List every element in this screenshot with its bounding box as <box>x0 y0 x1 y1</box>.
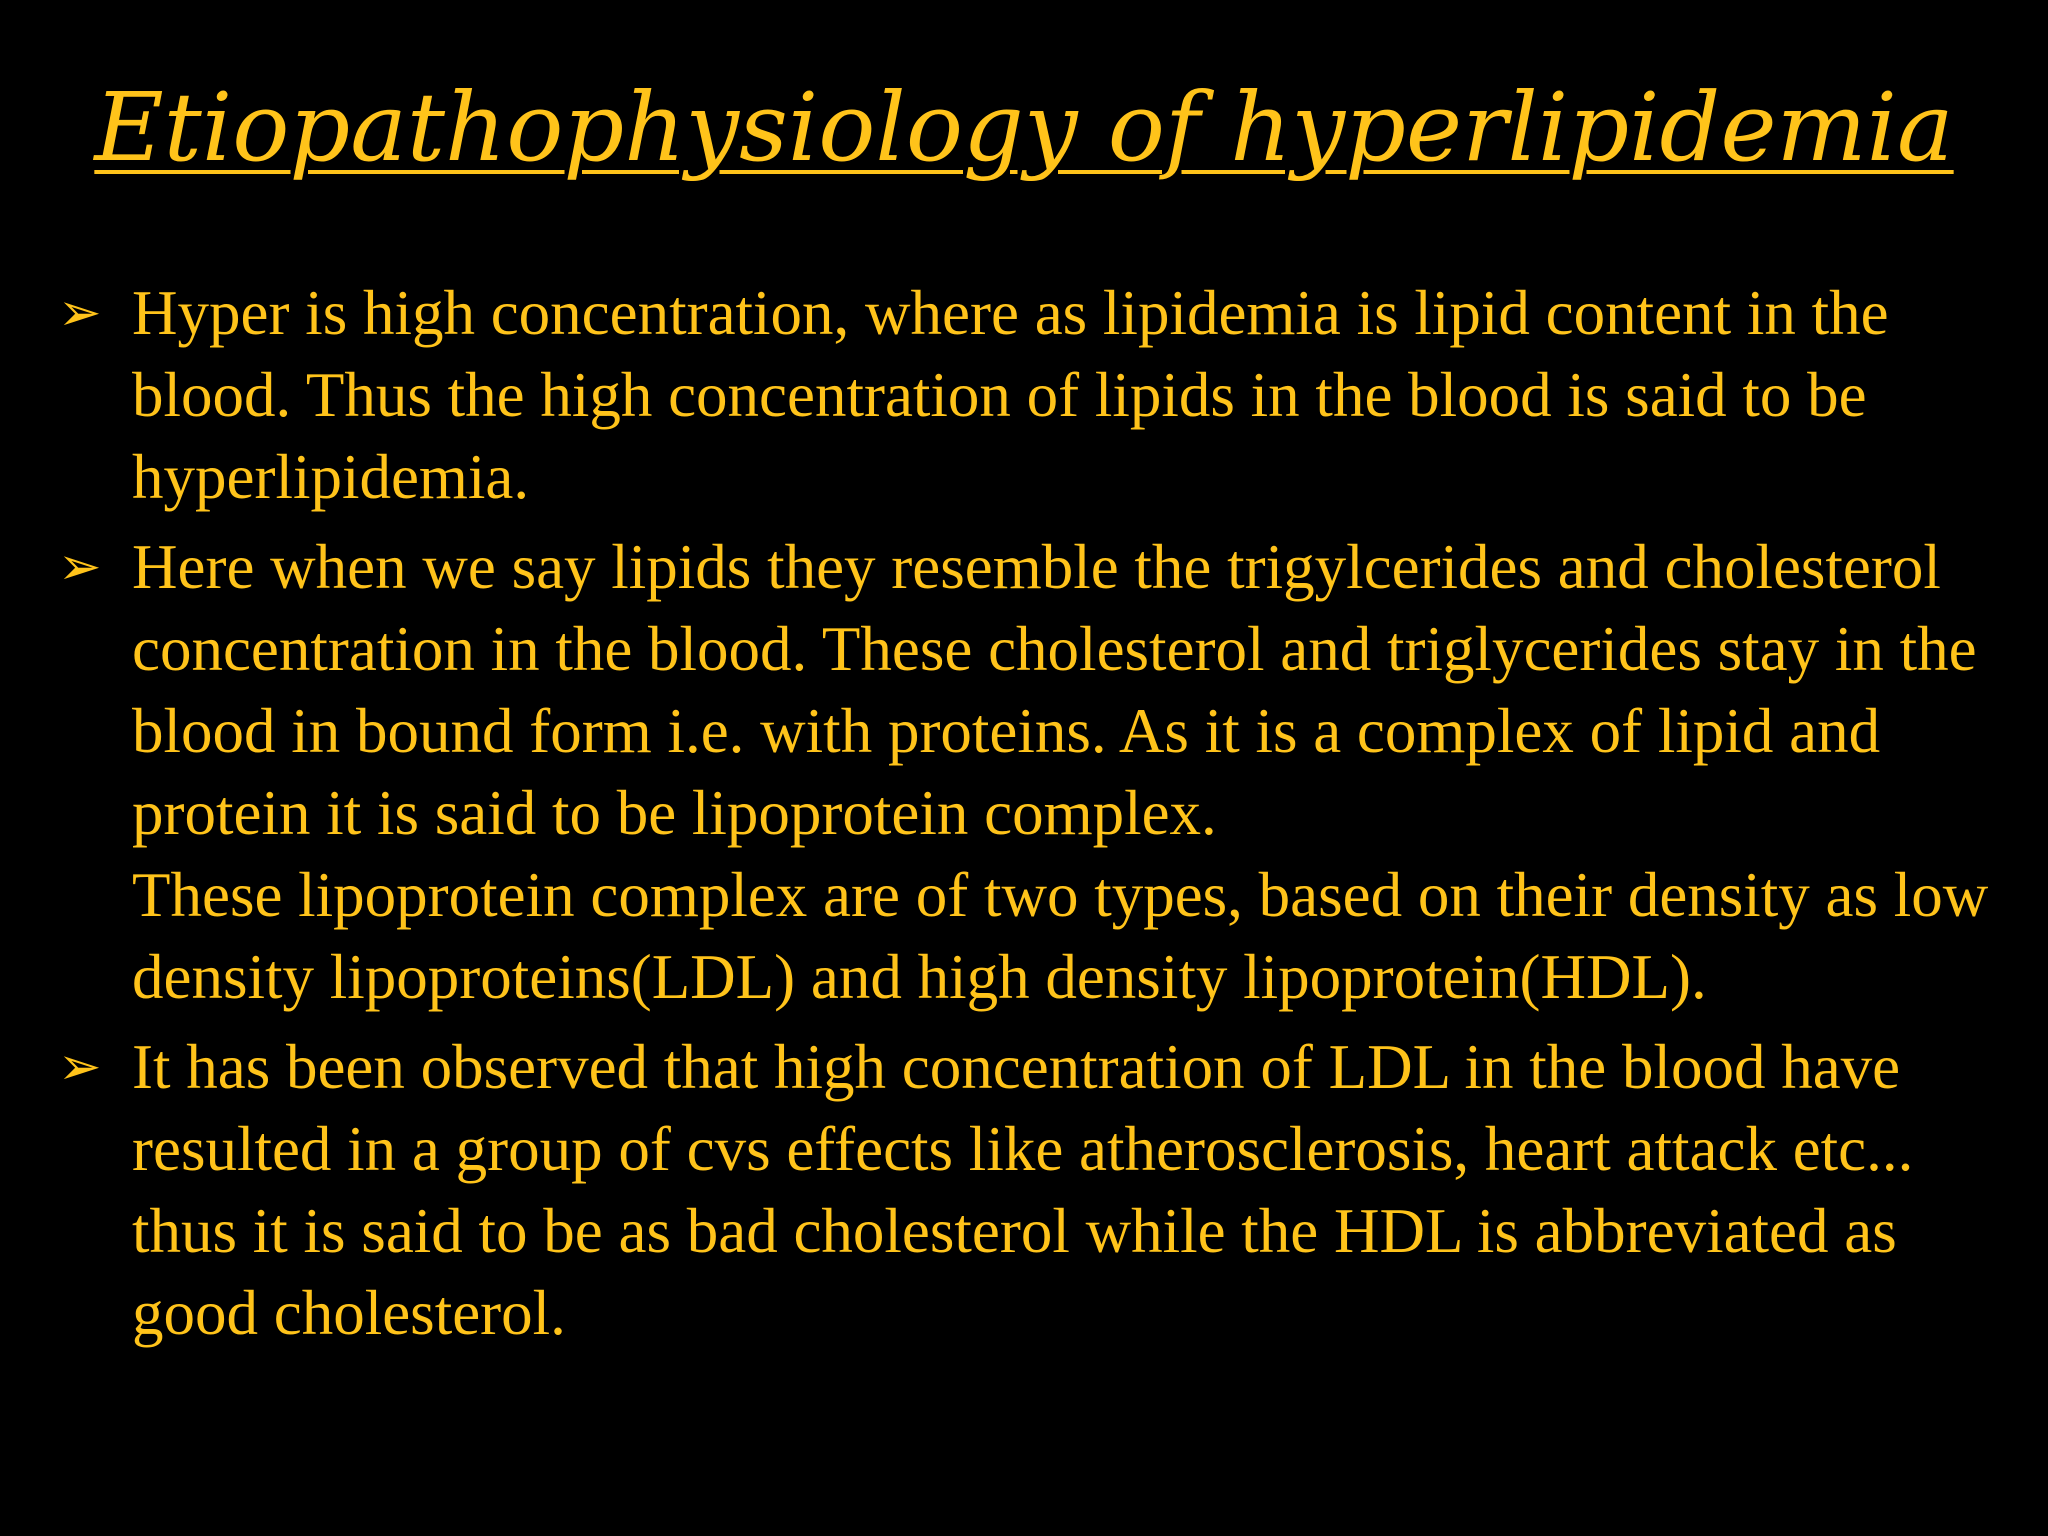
bullet-item <box>58 1026 1998 1354</box>
slide-title: Etiopathophysiology of hyperlipidemia <box>94 73 1954 183</box>
arrow-bullet-icon: ➢ <box>58 537 102 597</box>
arrow-bullet-icon: ➢ <box>58 1037 102 1097</box>
bullet-text: Hyper is high concentration, where as lipidemia is lipid content in the blood. Thus the high concentration of lipids in the blood is said to be hyperlipidemia. <box>132 278 1889 512</box>
bullet-list <box>58 272 1998 1362</box>
arrow-bullet-icon: ➢ <box>58 283 102 343</box>
bullet-item <box>58 526 1998 1018</box>
bullet-text-continuation: These lipoprotein complex are of two types, based on their density as low density lipoproteins(LDL) and high density lipoprotein(HDL). <box>132 860 1989 1012</box>
bullet-text: It has been observed that high concentration of LDL in the blood have resulted in a group of cvs effects like atherosclerosis, heart attack etc... thus it is said to be as bad cholesterol while the HDL is abbreviated as good cholesterol. <box>132 1032 1914 1348</box>
bullet-item <box>58 272 1998 518</box>
bullet-text: Here when we say lipids they resemble the trigylcerides and cholesterol concentration in the blood. These cholesterol and triglycerides stay in the blood in bound form i.e. with proteins. As it is a complex of lipid and protein it is said to be lipoprotein complex. <box>132 532 1977 848</box>
